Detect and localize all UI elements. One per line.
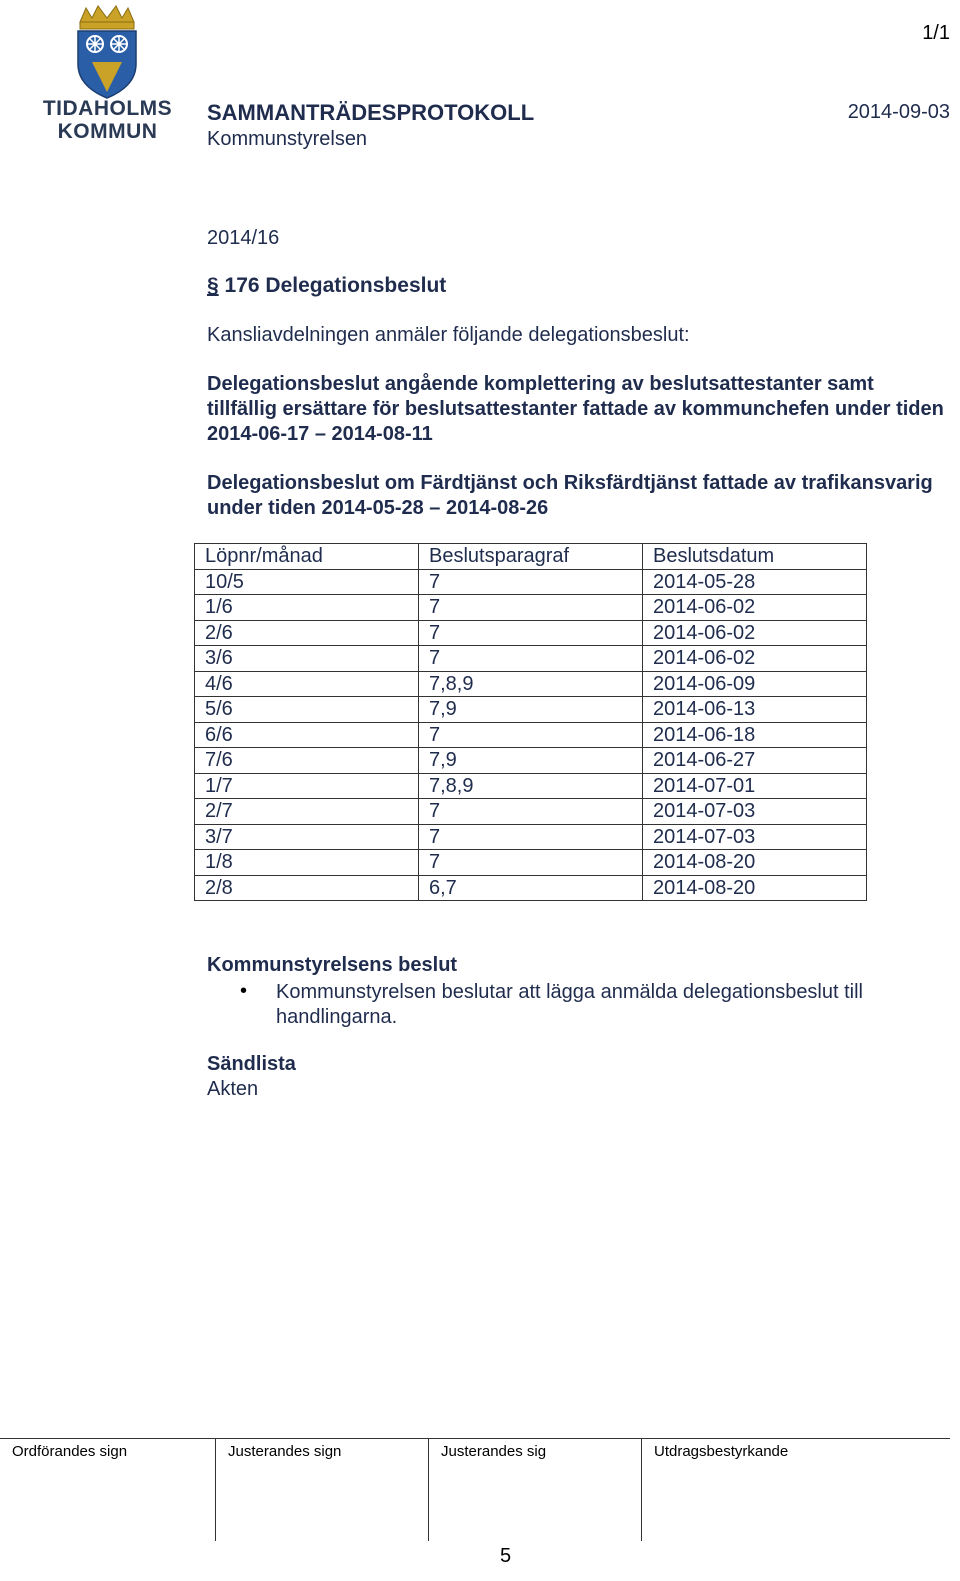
municipal-logo xyxy=(40,4,175,149)
section-symbol: § xyxy=(207,274,219,297)
cell-datum: 2014-07-03 xyxy=(643,799,867,825)
cell-lopnr: 6/6 xyxy=(195,722,419,748)
cell-datum: 2014-06-18 xyxy=(643,722,867,748)
cell-datum: 2014-06-02 xyxy=(643,595,867,621)
cell-datum: 2014-06-27 xyxy=(643,748,867,774)
column-header-lopnr: Löpnr/månad xyxy=(195,544,419,570)
cell-paragraf: 7 xyxy=(419,799,643,825)
cell-paragraf: 7,9 xyxy=(419,697,643,723)
cell-datum: 2014-06-13 xyxy=(643,697,867,723)
table-row xyxy=(195,620,867,646)
cell-paragraf: 6,7 xyxy=(419,875,643,901)
decision-text: Kommunstyrelsen beslutar att lägga anmälda delegationsbeslut till handlingarna. xyxy=(276,981,864,1028)
footer-page-number: 5 xyxy=(500,1545,512,1567)
send-list-heading: Sändlista xyxy=(207,1053,296,1075)
cell-lopnr: 10/5 xyxy=(195,569,419,595)
signature-cell-certifier xyxy=(641,1439,950,1541)
signature-label: Justerandes sign xyxy=(228,1443,342,1460)
cell-paragraf: 7 xyxy=(419,646,643,672)
signature-label: Ordförandes sign xyxy=(12,1443,128,1460)
cell-datum: 2014-06-02 xyxy=(643,646,867,672)
document-title: SAMMANTRÄDESPROTOKOLL xyxy=(207,100,535,125)
table-row xyxy=(195,646,867,672)
table-row xyxy=(195,799,867,825)
bullet-icon: • xyxy=(240,980,248,1002)
cell-datum: 2014-06-09 xyxy=(643,671,867,697)
column-header-datum: Beslutsdatum xyxy=(643,544,867,570)
signature-cell-adjuster-2 xyxy=(428,1439,641,1541)
table-row xyxy=(195,722,867,748)
signature-footer xyxy=(0,1438,950,1541)
cell-paragraf: 7,8,9 xyxy=(419,773,643,799)
logo-line-1: TIDAHOLMS xyxy=(42,97,173,120)
cell-lopnr: 5/6 xyxy=(195,697,419,723)
cell-paragraf: 7 xyxy=(419,722,643,748)
section-heading xyxy=(207,273,446,298)
cell-paragraf: 7 xyxy=(419,569,643,595)
decision-heading: Kommunstyrelsens beslut xyxy=(207,954,458,976)
cell-lopnr: 3/7 xyxy=(195,824,419,850)
signature-cell-chair xyxy=(0,1439,215,1541)
cell-paragraf: 7 xyxy=(419,824,643,850)
case-number: 2014/16 xyxy=(207,227,280,249)
cell-datum: 2014-08-20 xyxy=(643,875,867,901)
cell-paragraf: 7,8,9 xyxy=(419,671,643,697)
cell-datum: 2014-07-03 xyxy=(643,824,867,850)
delegation-paragraph-2: Delegationsbeslut om Färdtjänst och Riksfärdtjänst fattade av trafikansvarig under tiden 2014-05-28 – 2014-08-26 xyxy=(207,472,933,519)
page-indicator: 1/1 xyxy=(922,22,950,44)
document-subtitle: Kommunstyrelsen xyxy=(207,128,368,150)
cell-datum: 2014-05-28 xyxy=(643,569,867,595)
send-list-value: Akten xyxy=(207,1078,259,1100)
cell-paragraf: 7 xyxy=(419,595,643,621)
table-row xyxy=(195,824,867,850)
cell-paragraf: 7 xyxy=(419,850,643,876)
cell-datum: 2014-07-01 xyxy=(643,773,867,799)
table-row xyxy=(195,748,867,774)
table-row xyxy=(195,697,867,723)
section-title: 176 Delegationsbeslut xyxy=(224,274,447,297)
cell-lopnr: 2/8 xyxy=(195,875,419,901)
cell-lopnr: 1/6 xyxy=(195,595,419,621)
document-date: 2014-09-03 xyxy=(847,101,950,123)
cell-lopnr: 3/6 xyxy=(195,646,419,672)
cell-lopnr: 1/7 xyxy=(195,773,419,799)
cell-paragraf: 7,9 xyxy=(419,748,643,774)
table-header-row xyxy=(195,544,867,570)
signature-cell-adjuster-1 xyxy=(215,1439,428,1541)
cell-lopnr: 7/6 xyxy=(195,748,419,774)
delegation-table xyxy=(194,543,867,901)
table-row xyxy=(195,671,867,697)
cell-lopnr: 2/6 xyxy=(195,620,419,646)
cell-datum: 2014-08-20 xyxy=(643,850,867,876)
table-row xyxy=(195,569,867,595)
cell-lopnr: 2/7 xyxy=(195,799,419,825)
cell-paragraf: 7 xyxy=(419,620,643,646)
logo-line-2: KOMMUN xyxy=(57,120,158,143)
cell-lopnr: 1/8 xyxy=(195,850,419,876)
signature-label: Justerandes sig xyxy=(441,1443,547,1460)
cell-lopnr: 4/6 xyxy=(195,671,419,697)
table-row xyxy=(195,595,867,621)
municipal-coat-of-arms-icon xyxy=(40,4,175,104)
table-row xyxy=(195,773,867,799)
delegation-paragraph-1: Delegationsbeslut angående komplettering av beslutsattestanter samt tillfällig ersättare för beslutsattestanter fattade av kommunchefen under tiden 2014-06-17 – 2014-08-11 xyxy=(207,373,944,445)
intro-text: Kansliavdelningen anmäler följande delegationsbeslut: xyxy=(207,324,690,346)
signature-label: Utdragsbestyrkande xyxy=(654,1443,789,1460)
table-row xyxy=(195,850,867,876)
column-header-paragraf: Beslutsparagraf xyxy=(419,544,643,570)
table-row xyxy=(195,875,867,901)
cell-datum: 2014-06-02 xyxy=(643,620,867,646)
